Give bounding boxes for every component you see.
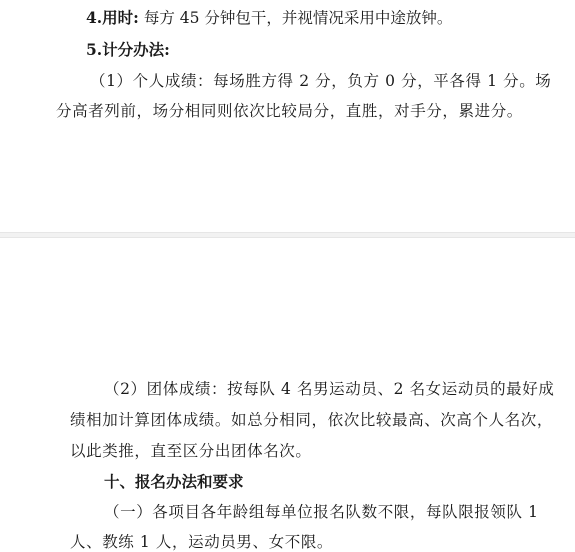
score-team-line-1: （2）团体成绩：按每队 4 名男运动员、2 名女运动员的最好成: [104, 380, 555, 398]
registration-line-1: （一）各项目各年龄组每单位报名队数不限，每队限报领队 1: [104, 503, 539, 521]
score-individual-line-2: 分高者列前，场分相同则依次比较局分，直胜，对手分，累进分。: [56, 102, 523, 120]
document-page-top: [0, 0, 575, 232]
item-4-heading: 4.用时:: [86, 8, 139, 27]
item-4-text: 每方 45 分钟包干，并视情况采用中途放钟。: [143, 9, 453, 27]
section-10-heading: 十、报名办法和要求: [104, 472, 244, 491]
document-page-bottom: [0, 238, 575, 552]
registration-line-2: 人、教练 1 人，运动员男、女不限。: [70, 533, 334, 551]
item-5-heading: 5.计分办法:: [86, 40, 170, 59]
score-team-line-2: 绩相加计算团体成绩。如总分相同，依次比较最高、次高个人名次，: [70, 411, 554, 429]
score-individual-line-1: （1）个人成绩：每场胜方得 2 分，负方 0 分，平各得 1 分。场: [90, 72, 552, 90]
score-team-line-3: 以此类推，直至区分出团体名次。: [70, 442, 312, 460]
item-4-line: [86, 8, 452, 28]
